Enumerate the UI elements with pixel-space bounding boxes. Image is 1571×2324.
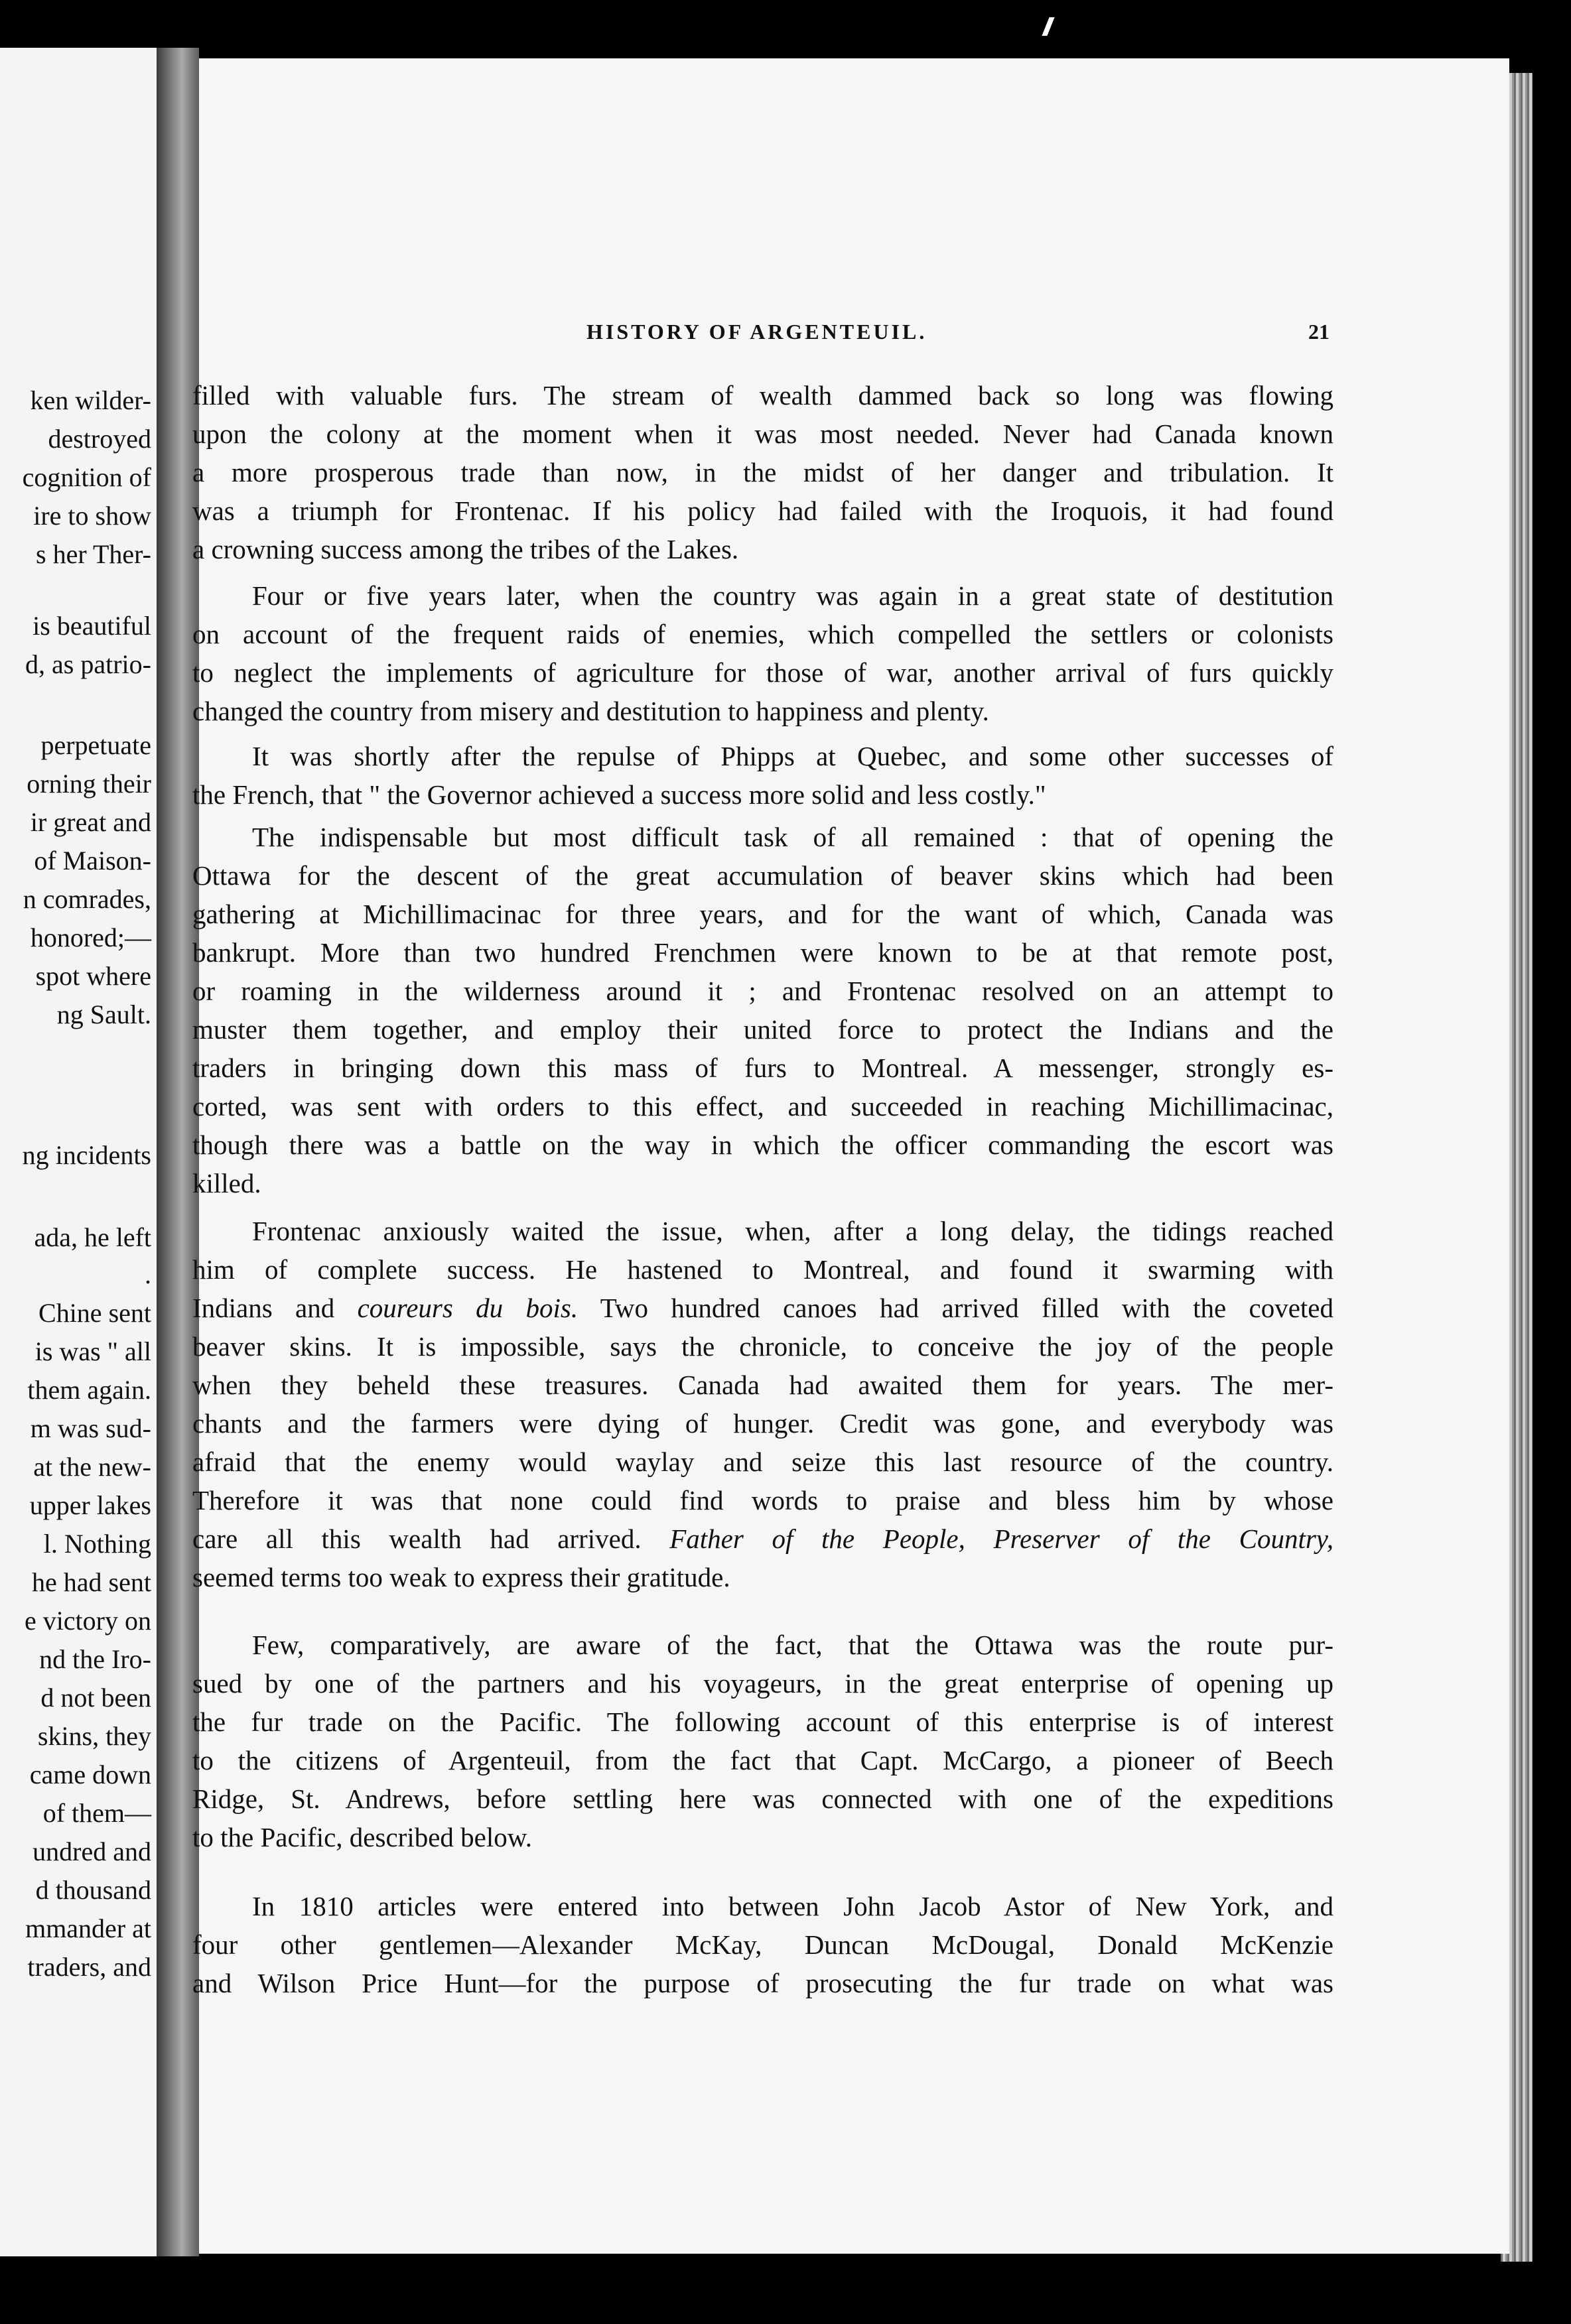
left-page-edge bbox=[0, 48, 157, 2256]
left-fragment: l. Nothing bbox=[43, 1529, 151, 1559]
text-span: care all this wealth had arrived. bbox=[192, 1523, 670, 1554]
left-fragment: nd the Iro- bbox=[39, 1644, 151, 1674]
left-fragment: of them— bbox=[42, 1798, 151, 1828]
text-line: traders in bringing down this mass of furs to Montreal. A messenger, strongly es- bbox=[192, 1053, 1333, 1083]
text-line: him of complete success. He hastened to Montreal, and found it swarming with bbox=[192, 1254, 1333, 1285]
text-line: to the citizens of Argenteuil, from the fact that Capt. McCargo, a pioneer of Beech bbox=[192, 1745, 1333, 1775]
left-fragment: d not been bbox=[40, 1683, 151, 1712]
text-line: In 1810 articles were entered into between John Jacob Astor of New York, and bbox=[252, 1891, 1333, 1921]
left-fragment: he had sent bbox=[32, 1567, 151, 1597]
text-line: seemed terms too weak to express their gratitude. bbox=[192, 1562, 730, 1592]
text-line: when they beheld these treasures. Canada had awaited them for years. The mer- bbox=[192, 1370, 1333, 1400]
text-line: corted, was sent with orders to this effect, and succeeded in reaching Michillimacinac, bbox=[192, 1091, 1333, 1122]
text-line: upon the colony at the moment when it was most needed. Never had Canada known bbox=[192, 419, 1333, 449]
text-line: It was shortly after the repulse of Phipps at Quebec, and some other successes of bbox=[252, 741, 1333, 771]
left-fragment: e victory on bbox=[24, 1606, 151, 1636]
left-fragment: them again. bbox=[27, 1375, 151, 1405]
left-fragment: . bbox=[145, 1259, 151, 1289]
left-fragment: traders, and bbox=[27, 1952, 151, 1982]
left-fragment: s her Ther- bbox=[36, 539, 151, 569]
text-line: Four or five years later, when the country was again in a great state of destitution bbox=[252, 580, 1333, 611]
left-fragment: honored;— bbox=[30, 923, 151, 952]
text-line bbox=[192, 1289, 1333, 1326]
text-line: and Wilson Price Hunt—for the purpose of prosecuting the fur trade on what was bbox=[192, 1968, 1333, 1998]
text-line: sued by one of the partners and his voyageurs, in the great enterprise of opening up bbox=[192, 1668, 1333, 1699]
text-span: Indians and bbox=[192, 1293, 358, 1323]
left-fragment: skins, they bbox=[37, 1721, 151, 1751]
text-line: killed. bbox=[192, 1168, 261, 1198]
left-fragment: is beautiful bbox=[33, 611, 151, 641]
left-fragment: ken wilder- bbox=[30, 385, 151, 415]
left-fragment: perpetuate bbox=[40, 730, 151, 760]
left-fragment: at the new- bbox=[33, 1452, 151, 1482]
left-fragment: mmander at bbox=[25, 1913, 151, 1943]
left-fragment: ng Sault. bbox=[56, 1000, 151, 1029]
left-fragment: ng incidents bbox=[22, 1140, 151, 1170]
left-fragment: ire to show bbox=[33, 501, 151, 531]
text-line: filled with valuable furs. The stream of wealth dammed back so long was flowing bbox=[192, 380, 1333, 411]
left-fragment: destroyed bbox=[48, 424, 151, 454]
left-fragment: ada, he left bbox=[34, 1222, 151, 1252]
text-line: Few, comparatively, are aware of the fact, that the Ottawa was the route pur- bbox=[252, 1630, 1333, 1660]
text-line: Ottawa for the descent of the great accumulation of beaver skins which had been bbox=[192, 860, 1333, 891]
text-line: Ridge, St. Andrews, before settling here was connected with one of the expeditions bbox=[192, 1783, 1333, 1814]
left-fragment: upper lakes bbox=[29, 1490, 151, 1520]
text-line: to the Pacific, described below. bbox=[192, 1822, 532, 1852]
text-line: the French, that " the Governor achieved a success more solid and less costly." bbox=[192, 779, 1046, 810]
text-line: Frontenac anxiously waited the issue, when, after a long delay, the tidings reached bbox=[252, 1216, 1333, 1246]
text-line: was a triumph for Frontenac. If his policy had failed with the Iroquois, it had found bbox=[192, 495, 1333, 526]
left-fragment: d, as patrio- bbox=[25, 649, 151, 679]
text-line: changed the country from misery and destitution to happiness and plenty. bbox=[192, 696, 989, 726]
text-line: muster them together, and employ their united force to protect the Indians and the bbox=[192, 1014, 1333, 1045]
left-fragment: of Maison- bbox=[34, 846, 151, 875]
left-fragment: spot where bbox=[35, 961, 151, 991]
text-line: beaver skins. It is impossible, says the chronicle, to conceive the joy of the people bbox=[192, 1331, 1333, 1362]
page-number: 21 bbox=[1308, 320, 1330, 344]
italic-text: Father of the People, Preserver of the Country, bbox=[669, 1523, 1333, 1554]
text-line: chants and the farmers were dying of hunger. Credit was gone, and everybody was bbox=[192, 1408, 1333, 1439]
text-span: Two hundred canoes had arrived filled with the coveted bbox=[578, 1293, 1333, 1323]
running-header: HISTORY OF ARGENTEUIL. bbox=[586, 320, 927, 344]
left-fragment: n comrades, bbox=[23, 884, 151, 914]
left-fragment: is was " all bbox=[34, 1336, 151, 1366]
text-line: though there was a battle on the way in which the officer commanding the escort was bbox=[192, 1130, 1333, 1160]
text-line: a more prosperous trade than now, in the midst of her danger and tribulation. It bbox=[192, 457, 1333, 487]
text-line: Therefore it was that none could find words to praise and bless him by whose bbox=[192, 1485, 1333, 1516]
text-line: afraid that the enemy would waylay and seize this last resource of the country. bbox=[192, 1447, 1333, 1477]
text-line: four other gentlemen—Alexander McKay, Duncan McDougal, Donald McKenzie bbox=[192, 1929, 1333, 1960]
left-fragment: m was sud- bbox=[30, 1413, 151, 1443]
left-fragment: ir great and bbox=[30, 807, 151, 837]
text-line: on account of the frequent raids of enemies, which compelled the settlers or colonists bbox=[192, 619, 1333, 649]
left-fragment: Chine sent bbox=[38, 1298, 151, 1328]
text-line: the fur trade on the Pacific. The following account of this enterprise is of interest bbox=[192, 1707, 1333, 1737]
left-fragment: cognition of bbox=[22, 462, 151, 492]
left-fragment: came down bbox=[29, 1760, 151, 1789]
text-line: or roaming in the wilderness around it ; and Frontenac resolved on an attempt to bbox=[192, 976, 1333, 1006]
text-line: to neglect the implements of agriculture for those of war, another arrival of furs quickly bbox=[192, 657, 1333, 688]
text-line: gathering at Michillimacinac for three years, and for the want of which, Canada was bbox=[192, 899, 1333, 929]
scan-mark bbox=[1042, 17, 1054, 36]
left-fragment: orning their bbox=[27, 769, 151, 799]
text-line: bankrupt. More than two hundred Frenchmen were known to be at that remote post, bbox=[192, 937, 1333, 968]
italic-text: coureurs du bois. bbox=[357, 1293, 579, 1323]
left-fragment: d thousand bbox=[35, 1875, 151, 1905]
text-line bbox=[192, 1520, 1333, 1557]
text-line: a crowning success among the tribes of the Lakes. bbox=[192, 534, 739, 564]
text-line: The indispensable but most difficult task of all remained : that of opening the bbox=[252, 822, 1333, 852]
left-fragment: undred and bbox=[33, 1837, 151, 1866]
